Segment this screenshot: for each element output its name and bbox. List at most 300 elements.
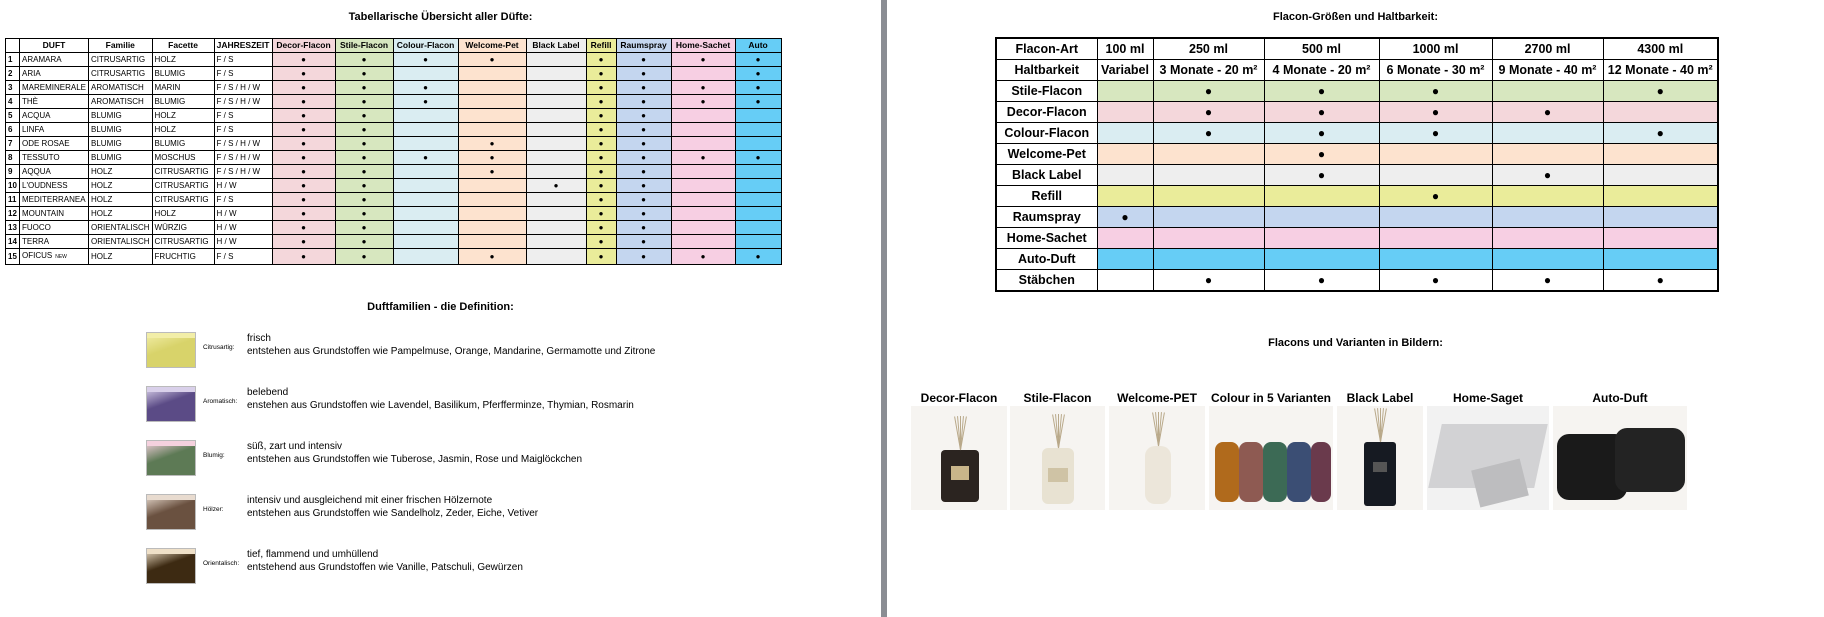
cell-season: H / W	[214, 235, 272, 249]
availability-dot: ●	[1317, 84, 1326, 98]
fragrance-name-text: MEDITERRANEA	[22, 195, 86, 204]
family-definition	[146, 386, 746, 426]
size-availability-cell	[1379, 270, 1492, 292]
fragrance-name	[20, 165, 89, 179]
sizes-title: Flacon-Größen und Haltbarkeit:	[1272, 11, 1438, 23]
flacon-type-label: Colour-Flacon	[996, 123, 1097, 144]
size-availability-cell	[1264, 186, 1379, 207]
cell-season: F / S	[214, 53, 272, 67]
size-availability-cell	[1492, 186, 1603, 207]
fragrance-name	[20, 235, 89, 249]
availability-cell	[616, 67, 671, 81]
size-row	[996, 81, 1718, 102]
fragrance-name-text: THÈ	[22, 97, 38, 106]
row-number: 2	[6, 67, 20, 81]
availability-cell	[335, 207, 393, 221]
availability-cell	[586, 179, 616, 193]
size-availability-cell	[1153, 270, 1264, 292]
availability-dot: ●	[361, 237, 367, 246]
durability-cell: 6 Monate - 30 m²	[1379, 60, 1492, 81]
availability-dot: ●	[361, 153, 367, 162]
availability-cell	[458, 137, 526, 151]
flacon-type-label: Refill	[996, 186, 1097, 207]
size-column-header: 1000 ml	[1379, 38, 1492, 60]
left-sheet	[0, 0, 881, 617]
gallery-caption: Auto-Duft	[1592, 391, 1648, 405]
column-header: Colour-Flacon	[393, 39, 458, 53]
durability-cell: Haltbarkeit	[996, 60, 1097, 81]
availability-cell	[616, 53, 671, 67]
availability-cell	[272, 53, 335, 67]
availability-cell	[393, 137, 458, 151]
size-availability-cell	[1264, 123, 1379, 144]
size-availability-cell	[1153, 102, 1264, 123]
fragrance-name-text: ACQUA	[22, 111, 51, 120]
fragrance-name	[20, 207, 89, 221]
availability-cell	[526, 207, 586, 221]
availability-dot: ●	[641, 237, 646, 246]
availability-dot: ●	[1656, 273, 1664, 287]
availability-dot: ●	[423, 97, 428, 106]
size-column-header: 4300 ml	[1603, 38, 1718, 60]
row-number: 4	[6, 95, 20, 109]
availability-dot: ●	[641, 252, 646, 261]
family-ingredients: entstehend aus Grundstoffen wie Vanille, Patschuli, Gewürzen	[247, 562, 523, 573]
availability-cell	[335, 67, 393, 81]
availability-cell	[272, 235, 335, 249]
size-availability-cell	[1492, 123, 1603, 144]
availability-cell	[586, 221, 616, 235]
cell-facet: CITRUSARTIG	[152, 235, 214, 249]
availability-cell	[458, 81, 526, 95]
fragrance-name	[20, 81, 89, 95]
home-sachet-photo	[1427, 406, 1549, 510]
fragrance-name-text: ARIA	[22, 69, 41, 78]
row-number: 5	[6, 109, 20, 123]
availability-cell	[526, 123, 586, 137]
row-number: 6	[6, 123, 20, 137]
fragrance-name	[20, 53, 89, 67]
availability-cell	[458, 109, 526, 123]
availability-dot: ●	[598, 237, 604, 246]
availability-cell	[735, 81, 781, 95]
table-row	[6, 137, 782, 151]
cell-season: F / S / H / W	[214, 137, 272, 151]
availability-cell	[526, 249, 586, 265]
column-header: DUFT	[20, 39, 89, 53]
availability-dot: ●	[598, 125, 604, 134]
size-column-header: 2700 ml	[1492, 38, 1603, 60]
availability-dot: ●	[641, 223, 646, 232]
availability-dot: ●	[1204, 273, 1213, 287]
availability-dot: ●	[1431, 189, 1440, 203]
gallery-item	[1427, 390, 1549, 510]
cell-family: BLUMIG	[89, 109, 153, 123]
column-header: Refill	[586, 39, 616, 53]
availability-cell	[526, 179, 586, 193]
availability-cell	[735, 235, 781, 249]
cell-family: BLUMIG	[89, 137, 153, 151]
availability-dot: ●	[489, 153, 495, 162]
durability-cell: Variabel	[1097, 60, 1153, 81]
availability-dot: ●	[641, 209, 646, 218]
size-availability-cell	[1603, 123, 1718, 144]
family-description	[247, 386, 634, 412]
availability-dot: ●	[598, 97, 604, 106]
durability-cell: 9 Monate - 40 m²	[1492, 60, 1603, 81]
availability-dot: ●	[598, 111, 604, 120]
family-image	[146, 386, 196, 422]
availability-cell	[393, 151, 458, 165]
black-label-photo	[1337, 406, 1423, 510]
availability-dot: ●	[755, 55, 761, 64]
cell-season: H / W	[214, 221, 272, 235]
availability-dot: ●	[1431, 273, 1440, 287]
size-row	[996, 102, 1718, 123]
size-availability-cell	[1492, 165, 1603, 186]
availability-dot: ●	[641, 195, 646, 204]
availability-dot: ●	[301, 237, 306, 246]
size-availability-cell	[1492, 228, 1603, 249]
cell-season: F / S / H / W	[214, 165, 272, 179]
cell-facet: FRUCHTIG	[152, 249, 214, 265]
family-definition	[146, 494, 746, 534]
fragrance-name	[20, 151, 89, 165]
fragrance-name-text: TESSUTO	[22, 153, 60, 162]
size-availability-cell	[1097, 228, 1153, 249]
availability-cell	[393, 221, 458, 235]
availability-cell	[526, 235, 586, 249]
family-label: Hölzer:	[203, 506, 224, 513]
availability-dot: ●	[598, 209, 604, 218]
size-table	[995, 37, 1719, 292]
flacon-type-label: Welcome-Pet	[996, 144, 1097, 165]
availability-cell	[393, 109, 458, 123]
column-header: Raumspray	[616, 39, 671, 53]
fragrance-name	[20, 221, 89, 235]
cell-season: F / S	[214, 67, 272, 81]
availability-cell	[526, 67, 586, 81]
availability-cell	[526, 81, 586, 95]
row-number: 9	[6, 165, 20, 179]
row-number: 15	[6, 249, 20, 265]
size-availability-cell	[1153, 165, 1264, 186]
size-row	[996, 144, 1718, 165]
availability-cell	[586, 165, 616, 179]
cell-facet: WÜRZIG	[152, 221, 214, 235]
family-image	[146, 548, 196, 584]
availability-dot: ●	[301, 125, 306, 134]
availability-cell	[735, 165, 781, 179]
availability-cell	[335, 221, 393, 235]
availability-dot: ●	[1431, 126, 1440, 140]
availability-cell	[671, 165, 735, 179]
size-availability-cell	[1153, 81, 1264, 102]
availability-cell	[393, 123, 458, 137]
availability-cell	[335, 53, 393, 67]
availability-dot: ●	[361, 97, 367, 106]
cell-facet: BLUMIG	[152, 67, 214, 81]
availability-dot: ●	[1543, 105, 1552, 119]
availability-dot: ●	[598, 153, 604, 162]
cell-season: F / S / H / W	[214, 95, 272, 109]
size-availability-cell	[1097, 144, 1153, 165]
availability-cell	[272, 67, 335, 81]
family-image	[146, 494, 196, 530]
availability-cell	[393, 207, 458, 221]
availability-dot: ●	[700, 252, 706, 261]
gallery-title: Flacons und Varianten in Bildern:	[1268, 337, 1443, 349]
size-availability-cell	[1603, 270, 1718, 292]
size-availability-cell	[1379, 186, 1492, 207]
size-availability-cell	[1492, 207, 1603, 228]
auto-duft-photo	[1553, 406, 1687, 510]
availability-cell	[735, 249, 781, 265]
availability-cell	[393, 81, 458, 95]
availability-cell	[458, 193, 526, 207]
availability-cell	[393, 67, 458, 81]
size-row	[996, 186, 1718, 207]
size-availability-cell	[1379, 81, 1492, 102]
row-number: 13	[6, 221, 20, 235]
availability-dot: ●	[700, 97, 706, 106]
fragrance-name	[20, 137, 89, 151]
availability-cell	[671, 179, 735, 193]
size-availability-cell	[1097, 102, 1153, 123]
availability-cell	[586, 67, 616, 81]
availability-cell	[526, 165, 586, 179]
availability-dot: ●	[423, 83, 428, 92]
family-ingredients: entstehen aus Grundstoffen wie Sandelholz, Zeder, Eiche, Vetiver	[247, 508, 539, 519]
availability-dot: ●	[1317, 147, 1326, 161]
availability-dot: ●	[489, 55, 495, 64]
availability-cell	[526, 193, 586, 207]
availability-cell	[616, 123, 671, 137]
cell-family: HOLZ	[89, 193, 153, 207]
availability-dot: ●	[361, 83, 367, 92]
size-availability-cell	[1264, 207, 1379, 228]
row-number: 7	[6, 137, 20, 151]
availability-cell	[671, 193, 735, 207]
size-availability-cell	[1379, 123, 1492, 144]
availability-dot: ●	[489, 167, 495, 176]
availability-cell	[272, 137, 335, 151]
availability-dot: ●	[361, 209, 367, 218]
table-row	[6, 109, 782, 123]
size-availability-cell	[1603, 228, 1718, 249]
column-header: Facette	[152, 39, 214, 53]
availability-cell	[526, 151, 586, 165]
availability-cell	[458, 179, 526, 193]
column-header: Familie	[89, 39, 153, 53]
family-label: Citrusartig:	[203, 344, 235, 351]
cell-facet: CITRUSARTIG	[152, 165, 214, 179]
availability-cell	[272, 207, 335, 221]
availability-cell	[393, 95, 458, 109]
availability-cell	[335, 193, 393, 207]
fragrance-name-text: MAREMINERALE	[22, 83, 87, 92]
availability-dot: ●	[598, 252, 604, 261]
flacon-type-label: Auto-Duft	[996, 249, 1097, 270]
availability-cell	[671, 53, 735, 67]
cell-season: H / W	[214, 207, 272, 221]
cell-facet: HOLZ	[152, 109, 214, 123]
size-availability-cell	[1264, 144, 1379, 165]
size-row	[996, 228, 1718, 249]
family-character: süß, zart und intensiv	[247, 441, 343, 452]
size-availability-cell	[1379, 207, 1492, 228]
availability-cell	[735, 137, 781, 151]
size-availability-cell	[1097, 207, 1153, 228]
availability-cell	[671, 137, 735, 151]
size-availability-cell	[1492, 144, 1603, 165]
decor-flacon-photo	[911, 406, 1007, 510]
durability-row	[996, 60, 1718, 81]
availability-dot: ●	[641, 83, 646, 92]
availability-cell	[526, 109, 586, 123]
size-availability-cell	[1153, 228, 1264, 249]
gallery-caption: Home-Saget	[1452, 391, 1523, 405]
availability-cell	[735, 179, 781, 193]
availability-dot: ●	[641, 69, 646, 78]
availability-dot: ●	[361, 139, 367, 148]
cell-facet: MOSCHUS	[152, 151, 214, 165]
size-availability-cell	[1264, 102, 1379, 123]
gallery-item	[1010, 390, 1105, 510]
availability-dot: ●	[700, 153, 706, 162]
table-header-row	[6, 39, 782, 53]
family-label: Blumig:	[203, 452, 225, 459]
availability-cell	[335, 81, 393, 95]
availability-dot: ●	[1204, 126, 1213, 140]
size-column-header: 250 ml	[1153, 38, 1264, 60]
availability-dot: ●	[641, 153, 646, 162]
cell-facet: HOLZ	[152, 53, 214, 67]
availability-cell	[735, 109, 781, 123]
availability-dot: ●	[598, 181, 604, 190]
cell-facet: CITRUSARTIG	[152, 193, 214, 207]
size-availability-cell	[1097, 186, 1153, 207]
availability-cell	[586, 207, 616, 221]
row-number: 1	[6, 53, 20, 67]
gallery-item	[911, 390, 1007, 510]
availability-dot: ●	[423, 153, 428, 162]
size-availability-cell	[1097, 123, 1153, 144]
availability-cell	[671, 81, 735, 95]
column-header: JAHRESZEIT	[214, 39, 272, 53]
availability-cell	[335, 179, 393, 193]
column-header: Black Label	[526, 39, 586, 53]
availability-dot: ●	[598, 69, 604, 78]
row-number: 3	[6, 81, 20, 95]
size-availability-cell	[1492, 81, 1603, 102]
family-image	[146, 332, 196, 368]
table-row	[6, 249, 782, 265]
availability-dot: ●	[641, 97, 646, 106]
flacon-type-label: Black Label	[996, 165, 1097, 186]
cell-season: F / S / H / W	[214, 81, 272, 95]
families-title: Duftfamilien - die Definition:	[367, 301, 514, 313]
size-availability-cell	[1264, 270, 1379, 292]
gallery-item	[1553, 390, 1687, 510]
table-row	[6, 81, 782, 95]
stile-flacon-photo	[1010, 406, 1105, 510]
size-availability-cell	[1603, 81, 1718, 102]
availability-cell	[335, 249, 393, 265]
table-row	[6, 123, 782, 137]
availability-dot: ●	[489, 139, 495, 148]
availability-cell	[586, 95, 616, 109]
family-ingredients: enstehen aus Grundstoffen wie Lavendel, Basilikum, Pferfferminze, Thymian, Rosmarin	[247, 400, 634, 411]
family-description	[247, 332, 655, 358]
cell-family: AROMATISCH	[89, 81, 153, 95]
durability-cell: 12 Monate - 40 m²	[1603, 60, 1718, 81]
cell-season: F / S	[214, 123, 272, 137]
size-availability-cell	[1603, 144, 1718, 165]
size-availability-cell	[1264, 165, 1379, 186]
availability-dot: ●	[361, 111, 367, 120]
table-row	[6, 95, 782, 109]
colour-flacon-photo	[1209, 406, 1333, 510]
gallery-caption: Black Label	[1346, 391, 1414, 405]
availability-cell	[616, 165, 671, 179]
gallery-item	[1209, 390, 1333, 510]
row-number: 12	[6, 207, 20, 221]
availability-cell	[671, 249, 735, 265]
fragrance-name	[20, 109, 89, 123]
availability-cell	[272, 249, 335, 265]
size-availability-cell	[1097, 165, 1153, 186]
availability-cell	[526, 53, 586, 67]
availability-dot: ●	[598, 83, 604, 92]
size-availability-cell	[1492, 102, 1603, 123]
size-availability-cell	[1379, 102, 1492, 123]
size-row	[996, 123, 1718, 144]
family-definition	[146, 332, 746, 372]
family-description	[247, 440, 582, 466]
availability-dot: ●	[641, 55, 646, 64]
cell-family: HOLZ	[89, 179, 153, 193]
fragrance-name	[20, 193, 89, 207]
availability-cell	[335, 165, 393, 179]
availability-dot: ●	[301, 252, 306, 261]
availability-cell	[616, 95, 671, 109]
table-row	[6, 165, 782, 179]
availability-cell	[671, 221, 735, 235]
availability-dot: ●	[301, 83, 306, 92]
availability-dot: ●	[361, 195, 367, 204]
cell-season: F / S	[214, 249, 272, 265]
family-definition	[146, 440, 746, 480]
availability-dot: ●	[598, 55, 604, 64]
size-availability-cell	[1153, 186, 1264, 207]
availability-cell	[671, 67, 735, 81]
availability-dot: ●	[301, 181, 306, 190]
availability-dot: ●	[641, 181, 646, 190]
durability-cell: 4 Monate - 20 m²	[1264, 60, 1379, 81]
availability-dot: ●	[598, 167, 604, 176]
availability-cell	[526, 95, 586, 109]
availability-cell	[586, 137, 616, 151]
availability-cell	[526, 221, 586, 235]
size-availability-cell	[1379, 144, 1492, 165]
availability-dot: ●	[1204, 84, 1213, 98]
availability-cell	[393, 249, 458, 265]
availability-dot: ●	[301, 153, 306, 162]
family-ingredients: entstehen aus Grundstoffen wie Tuberose, Jasmin, Rose und Maiglöckchen	[247, 454, 583, 465]
size-column-header: Flacon-Art	[996, 38, 1097, 60]
cell-season: F / S	[214, 193, 272, 207]
